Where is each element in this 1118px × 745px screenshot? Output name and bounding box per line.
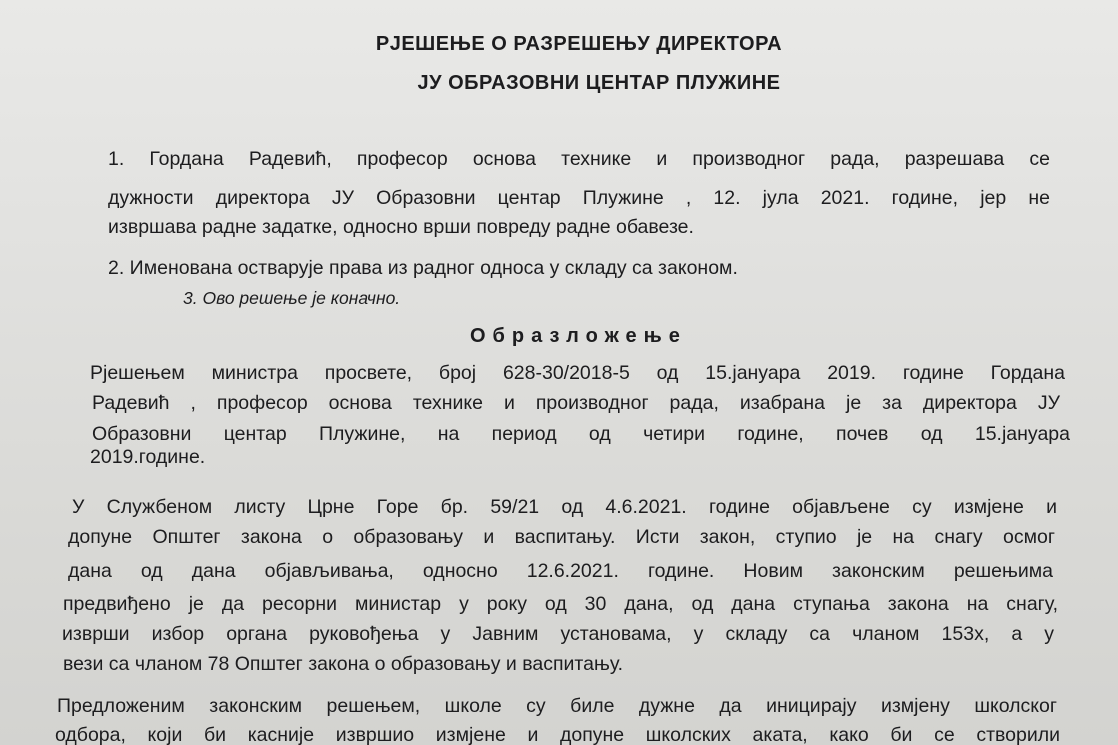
paragraph-1-line-3: Образовни центар Плужине, на период од четири године, почев од 15.јануара — [92, 423, 1070, 445]
item-1-line-1: 1. Гордана Радевић, професор основа технике и производног рада, разрешава се — [108, 148, 1050, 170]
reasoning-heading: Образложење — [470, 325, 687, 347]
paragraph-2-line-5: изврши избор органа руковођења у Јавним установама, у складу са чланом 153х, а у — [62, 623, 1054, 645]
item-1-line-3: извршава радне задатке, односно врши повреду радне обавезе. — [108, 216, 694, 238]
paragraph-3-cropped — [0, 720, 1118, 745]
paragraph-2-line-4: предвиђено је да ресорни министар у року од 30 дана, од дана ступања закона на снагу, — [63, 593, 1058, 615]
paragraph-1-line-4: 2019.године. — [90, 446, 206, 468]
paragraph-1-line-1: Рјешењем министра просвете, број 628-30/2018-5 од 15.јануара 2019. године Гордана — [90, 362, 1065, 384]
item-3-line: 3. Ово решење је коначно. — [183, 288, 401, 308]
document-title-line-1: РЈЕШЕЊЕ О РАЗРЕШЕЊУ ДИРЕКТОРА — [375, 33, 783, 55]
paragraph-3-line-2: одбора, који би касније извршио измјене и допуне школских аката, како би се створили — [55, 724, 1060, 745]
item-2-line: 2. Именована остварује права из радног односа у складу са законом. — [108, 257, 738, 279]
paragraph-3-line-1: Предложеним законским решењем, школе су биле дужне да иницирају измјену школског — [57, 695, 1057, 717]
paragraph-2-line-6: вези са чланом 78 Општег закона о образовању и васпитању. — [63, 653, 624, 675]
paragraph-2-line-2: допуне Општег закона о образовању и васпитању. Исти закон, ступио је на снагу осмог — [68, 526, 1055, 548]
item-1-line-2: дужности директора ЈУ Образовни центар Плужине , 12. јула 2021. године, јер не — [108, 187, 1050, 209]
paragraph-2-line-1: У Службеном листу Црне Горе бр. 59/21 од 4.6.2021. године објављене су измјене и — [72, 496, 1057, 518]
paragraph-2-line-3: дана од дана објављивања, односно 12.6.2021. године. Новим законским решењима — [68, 560, 1053, 582]
document-title-line-2: ЈУ ОБРАЗОВНИ ЦЕНТАР ПЛУЖИНЕ — [417, 72, 781, 94]
paragraph-1-line-2: Радевић , професор основа технике и производног рада, изабрана је за директора ЈУ — [92, 392, 1060, 414]
